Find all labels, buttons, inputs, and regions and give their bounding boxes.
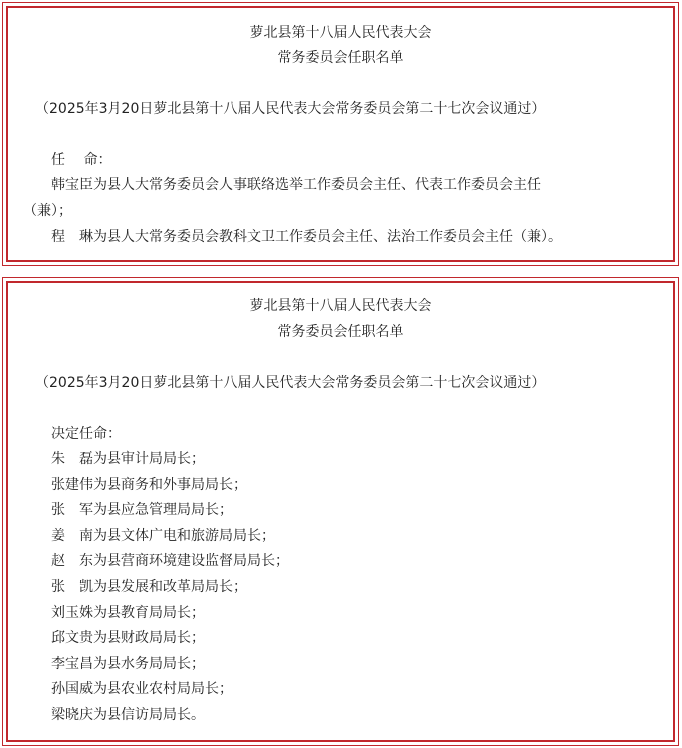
notice-1-item: （兼）； (23, 203, 72, 219)
notice-1-title-line-1: 萝北县第十八届人民代表大会 (249, 25, 432, 41)
notice-2-item: 张 军为县应急管理局局长； (51, 502, 233, 518)
notice-2-subtitle: （2025年3月20日萝北县第十八届人民代表大会常务委员会第二十七次会议通过） (35, 375, 546, 391)
notice-1-item: 程 琳为县人大常务委员会教科文卫工作委员会主任、法治工作委员会主任（兼）。 (51, 229, 562, 245)
notice-2-item: 张 凯为县发展和改革局局长； (51, 579, 247, 595)
notice-2-item: 邱文贵为县财政局局长； (51, 630, 205, 646)
notice-1-subtitle: （2025年3月20日萝北县第十八届人民代表大会常务委员会第二十七次会议通过） (35, 101, 546, 117)
notice-2-item: 刘玉姝为县教育局局长； (51, 605, 205, 621)
notice-1-item: 韩宝臣为县人大常务委员会人事联络选举工作委员会主任、代表工作委员会主任 (51, 177, 541, 193)
notice-1-title-line-2: 常务委员会任职名单 (277, 50, 404, 66)
appointment-notice-1 (2, 2, 679, 266)
notice-2-item: 姜 南为县文体广电和旅游局局长； (51, 528, 275, 544)
notice-2-item: 朱 磊为县审计局局长； (51, 451, 205, 467)
notice-1-section-label: 任 命： (51, 152, 112, 168)
notice-2-item: 张建伟为县商务和外事局局长； (51, 477, 247, 493)
notice-2-section-label: 决定任命： (51, 426, 121, 442)
notice-1-border (6, 6, 675, 262)
notice-2-item: 孙国威为县农业农村局局长； (51, 681, 233, 697)
notice-2-item: 李宝昌为县水务局局长； (51, 656, 205, 672)
notice-2-item: 赵 东为县营商环境建设监督局局长； (51, 553, 289, 569)
appointment-notice-2 (2, 277, 679, 746)
notice-2-title-line-1: 萝北县第十八届人民代表大会 (249, 298, 432, 314)
notice-2-item: 梁晓庆为县信访局局长。 (51, 707, 205, 723)
notice-2-title-line-2: 常务委员会任职名单 (277, 324, 404, 340)
